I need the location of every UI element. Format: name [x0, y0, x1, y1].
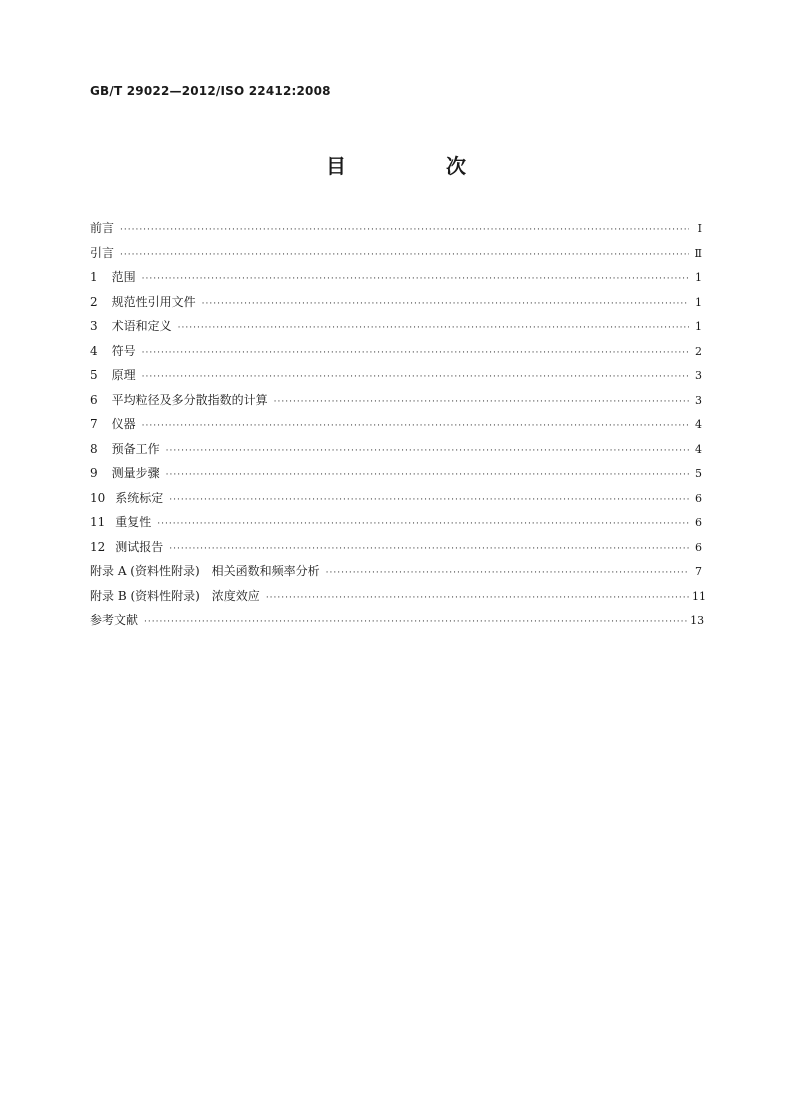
table-of-contents: [90, 216, 706, 633]
toc-entry-number: 11: [90, 515, 106, 529]
toc-entry-page-number: 7: [695, 565, 702, 578]
dot-leader: [266, 586, 689, 611]
toc-entry[interactable]: [90, 559, 702, 584]
toc-entry-page-number: Ⅰ: [697, 222, 702, 235]
dot-leader: [142, 365, 689, 390]
toc-entry-page-number: 1: [695, 295, 702, 309]
toc-entry[interactable]: [90, 339, 702, 364]
dot-leader: [144, 610, 687, 635]
dot-leader: [169, 537, 689, 562]
toc-entry-label: 重复性: [115, 515, 152, 529]
toc-entry[interactable]: [90, 584, 706, 609]
dot-leader: [157, 512, 689, 537]
toc-entry-label: 参考文献: [90, 613, 139, 627]
toc-entry[interactable]: [90, 388, 702, 413]
toc-entry[interactable]: [90, 363, 702, 388]
toc-entry-page-number: Ⅱ: [694, 246, 702, 260]
toc-entry-page-number: 11: [692, 589, 706, 603]
toc-entry[interactable]: [90, 216, 702, 241]
toc-entry-page-number: 6: [695, 516, 702, 529]
toc-entry[interactable]: [90, 437, 702, 462]
toc-entry-label: 引言: [90, 245, 115, 260]
toc-entry-label: 前言: [90, 221, 115, 235]
toc-entry-number: 7: [90, 417, 98, 431]
toc-entry-label: 系统标定: [115, 490, 164, 505]
toc-entry-page-number: 3: [695, 393, 702, 407]
toc-entry[interactable]: [90, 412, 702, 437]
toc-entry-number: 12: [90, 539, 106, 554]
toc-entry[interactable]: [90, 608, 705, 633]
toc-entry-page-number: 1: [695, 271, 702, 284]
toc-entry-page-number: 1: [695, 320, 702, 333]
toc-entry-label: 符号: [111, 343, 136, 358]
toc-entry-number: 10: [90, 490, 106, 505]
dot-leader: [142, 267, 689, 292]
toc-entry[interactable]: [90, 486, 702, 511]
dot-leader: [120, 243, 689, 268]
toc-entry-label: 术语和定义: [111, 319, 172, 333]
dot-leader: [326, 561, 689, 586]
toc-entry-page-number: 5: [695, 467, 702, 480]
toc-entry-number: 5: [90, 368, 98, 382]
toc-entry-label: 规范性引用文件: [111, 294, 196, 309]
dot-leader: [166, 463, 689, 488]
toc-entry[interactable]: [90, 510, 702, 535]
toc-entry-label: 测试报告: [115, 539, 164, 554]
toc-entry-page-number: 13: [690, 614, 705, 627]
toc-entry[interactable]: [90, 241, 702, 266]
toc-entry-number: 4: [90, 343, 98, 358]
toc-entry-page-number: 4: [695, 418, 702, 431]
toc-entry-number: 2: [90, 294, 98, 309]
toc-entry-label: 附录 A (资料性附录) 相关函数和频率分析: [90, 564, 320, 578]
toc-entry-label: 平均粒径及多分散指数的计算: [111, 392, 268, 407]
toc-entry[interactable]: [90, 314, 702, 339]
standard-number: GB/T 29022—2012/ISO 22412:2008: [90, 84, 331, 98]
toc-entry-label: 附录 B (资料性附录) 浓度效应: [90, 588, 260, 603]
toc-entry[interactable]: [90, 535, 702, 560]
toc-entry-number: 3: [90, 319, 98, 333]
dot-leader: [166, 439, 689, 464]
dot-leader: [202, 292, 689, 317]
toc-entry-number: 8: [90, 441, 98, 456]
toc-entry-page-number: 6: [695, 540, 702, 554]
toc-entry-page-number: 2: [695, 344, 702, 358]
dot-leader: [120, 218, 689, 243]
toc-entry[interactable]: [90, 461, 702, 486]
toc-entry-page-number: 4: [695, 442, 702, 456]
toc-entry-page-number: 6: [695, 491, 702, 505]
toc-entry-label: 测量步骤: [111, 466, 160, 480]
toc-entry-label: 范围: [111, 270, 136, 284]
toc-entry-page-number: 3: [695, 369, 702, 382]
toc-entry-label: 仪器: [111, 417, 136, 431]
toc-entry-label: 原理: [111, 368, 136, 382]
toc-entry-number: 1: [90, 270, 98, 284]
dot-leader: [274, 390, 689, 415]
toc-entry-number: 6: [90, 392, 98, 407]
toc-entry[interactable]: [90, 265, 702, 290]
dot-leader: [178, 316, 689, 341]
dot-leader: [169, 488, 689, 513]
toc-entry-number: 9: [90, 466, 98, 480]
dot-leader: [142, 341, 689, 366]
toc-entry[interactable]: [90, 290, 702, 315]
toc-entry-label: 预备工作: [111, 441, 160, 456]
page-title: 目 次: [326, 154, 506, 178]
dot-leader: [142, 414, 689, 439]
